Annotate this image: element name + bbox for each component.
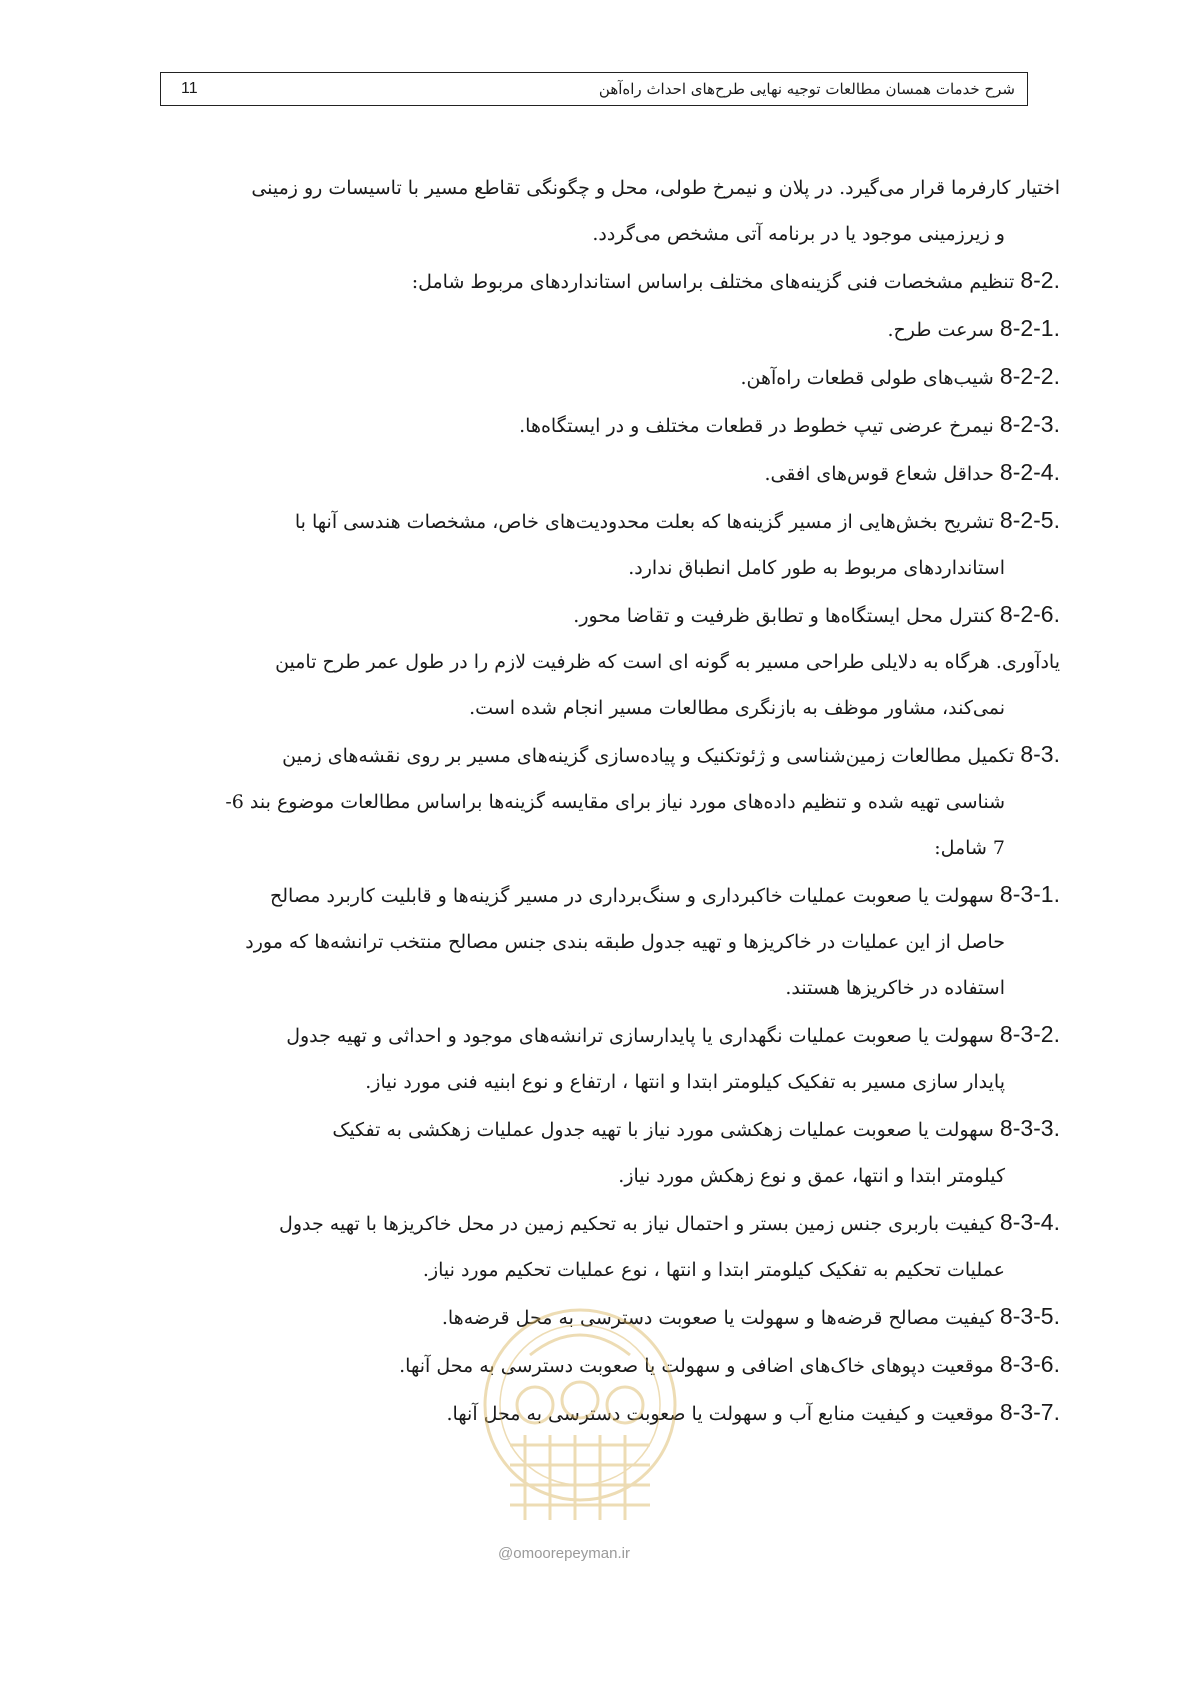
clause-number: 8-3. bbox=[1020, 741, 1060, 767]
clause-number: 8-2-4. bbox=[999, 459, 1060, 485]
clause-8-2-2 bbox=[170, 353, 1060, 401]
paragraph bbox=[170, 165, 1060, 257]
clause-8-2-1 bbox=[170, 305, 1060, 353]
clause-number: 8-3-6. bbox=[999, 1351, 1060, 1377]
clause-number: 8-3-3. bbox=[999, 1115, 1060, 1141]
note-line: نمی‌کند، مشاور موظف به بازنگری مطالعات مسیر انجام شده است. bbox=[469, 697, 1005, 719]
clause-number: 8-3-5. bbox=[999, 1303, 1060, 1329]
clause-text: کیفیت مصالح قرضه‌ها و سهولت یا صعوبت دسترسی به محل قرضه‌ها. bbox=[441, 1307, 994, 1329]
clause-8-3 bbox=[170, 731, 1060, 871]
clause-text: موقعیت دپوهای خاک‌های اضافی و سهولت یا صعوبت دسترسی به محل آنها. bbox=[399, 1355, 994, 1377]
clause-text: سهولت یا صعوبت عملیات نگهداری یا پایدارسازی ترانشه‌های موجود و احداثی و تهیه جدول bbox=[286, 1025, 994, 1047]
clause-number: 8-3-1. bbox=[999, 881, 1060, 907]
clause-text: موقعیت و کیفیت منابع آب و سهولت یا صعوبت دسترسی به محل آنها. bbox=[446, 1403, 994, 1425]
clause-text: کنترل محل ایستگاه‌ها و تطابق ظرفیت و تقاضا محور. bbox=[573, 605, 994, 627]
clause-text: سهولت یا صعوبت عملیات زهکشی مورد نیاز با تهیه جدول عملیات زهکشی به تفکیک bbox=[332, 1119, 994, 1141]
clause-text: شیب‌های طولی قطعات راه‌آهن. bbox=[740, 367, 994, 389]
page-number: 11 bbox=[181, 80, 198, 97]
clause-text: پایدار سازی مسیر به تفکیک کیلومتر ابتدا و انتها ، ارتفاع و نوع ابنیه فنی مورد نیاز. bbox=[365, 1071, 1005, 1093]
clause-text: استانداردهای مربوط به طور کامل انطباق ندارد. bbox=[628, 557, 1005, 579]
clause-number: 8-2-1. bbox=[999, 315, 1060, 341]
clause-8-2-4 bbox=[170, 449, 1060, 497]
clause-number: 8-3-4. bbox=[999, 1209, 1060, 1235]
clause-number: 8-3-7. bbox=[999, 1399, 1060, 1425]
header-title: شرح خدمات همسان مطالعات توجیه نهایی طرح‌های احداث راه‌آهن bbox=[598, 80, 1015, 98]
page-header bbox=[160, 72, 1028, 106]
clause-text: تکمیل مطالعات زمین‌شناسی و ژئوتکنیک و پیاده‌سازی گزینه‌های مسیر بر روی نقشه‌های زمین bbox=[282, 745, 1015, 767]
clause-number: 8-2-6. bbox=[999, 601, 1060, 627]
clause-number: 8-2-5. bbox=[999, 507, 1060, 533]
clause-8-3-3 bbox=[170, 1105, 1060, 1199]
clause-text: عملیات تحکیم به تفکیک کیلومتر ابتدا و انتها ، نوع عملیات تحکیم مورد نیاز. bbox=[422, 1259, 1005, 1281]
paragraph-line: اختیار کارفرما قرار می‌گیرد. در پلان و نیمرخ طولی، محل و چگونگی تقاطع مسیر با تاسیسات رو زمینی bbox=[251, 177, 1060, 199]
clause-8-3-2 bbox=[170, 1011, 1060, 1105]
clause-8-2 bbox=[170, 257, 1060, 305]
clause-8-3-4 bbox=[170, 1199, 1060, 1293]
document-body bbox=[170, 165, 1060, 1437]
clause-text: کیلومتر ابتدا و انتها، عمق و نوع زهکش مورد نیاز. bbox=[618, 1165, 1005, 1187]
clause-text: تشریح بخش‌هایی از مسیر گزینه‌ها که بعلت محدودیت‌های خاص، مشخصات هندسی آنها با bbox=[294, 511, 994, 533]
clause-text: تنظیم مشخصات فنی گزینه‌های مختلف براساس استانداردهای مربوط شامل: bbox=[411, 271, 1015, 293]
watermark-logo bbox=[470, 1295, 690, 1535]
paragraph-line: و زیرزمینی موجود یا در برنامه آتی مشخص می‌گردد. bbox=[592, 223, 1005, 245]
clause-text: سرعت طرح. bbox=[887, 319, 994, 341]
clause-8-2-5 bbox=[170, 497, 1060, 591]
clause-text: حاصل از این عملیات در خاکریزها و تهیه جدول طبقه بندی جنس مصالح منتخب ترانشه‌ها که مورد bbox=[245, 931, 1005, 953]
clause-text: کیفیت باربری جنس زمین بستر و احتمال نیاز به تحکیم زمین در محل خاکریزها با تهیه جدول bbox=[279, 1213, 994, 1235]
clause-text: حداقل شعاع قوس‌های افقی. bbox=[764, 463, 994, 485]
clause-number: 8-3-2. bbox=[999, 1021, 1060, 1047]
clause-text: نیمرخ عرضی تیپ خطوط در قطعات مختلف و در ایستگاه‌ها. bbox=[519, 415, 994, 437]
clause-8-2-6 bbox=[170, 591, 1060, 639]
clause-text: سهولت یا صعوبت عملیات خاکبرداری و سنگ‌برداری در مسیر گزینه‌ها و قابلیت کاربرد مصالح bbox=[269, 885, 994, 907]
clause-number: 8-2-2. bbox=[999, 363, 1060, 389]
note-line: یادآوری. هرگاه به دلایلی طراحی مسیر به گونه ای است که ظرفیت لازم را در طول عمر طرح تامین bbox=[275, 651, 1060, 673]
clause-8-3-1 bbox=[170, 871, 1060, 1011]
clause-text: 7 شامل: bbox=[934, 837, 1005, 859]
clause-number: 8-2-3. bbox=[999, 411, 1060, 437]
watermark-url: @omoorepeyman.ir bbox=[498, 1545, 630, 1562]
clause-text: استفاده در خاکریزها هستند. bbox=[785, 977, 1005, 999]
reminder-note bbox=[170, 639, 1060, 731]
clause-text: شناسی تهیه شده و تنظیم داده‌های مورد نیاز برای مقایسه گزینه‌ها براساس مطالعات موضوع بند 6- bbox=[225, 791, 1005, 813]
clause-8-2-3 bbox=[170, 401, 1060, 449]
clause-number: 8-2. bbox=[1020, 267, 1060, 293]
